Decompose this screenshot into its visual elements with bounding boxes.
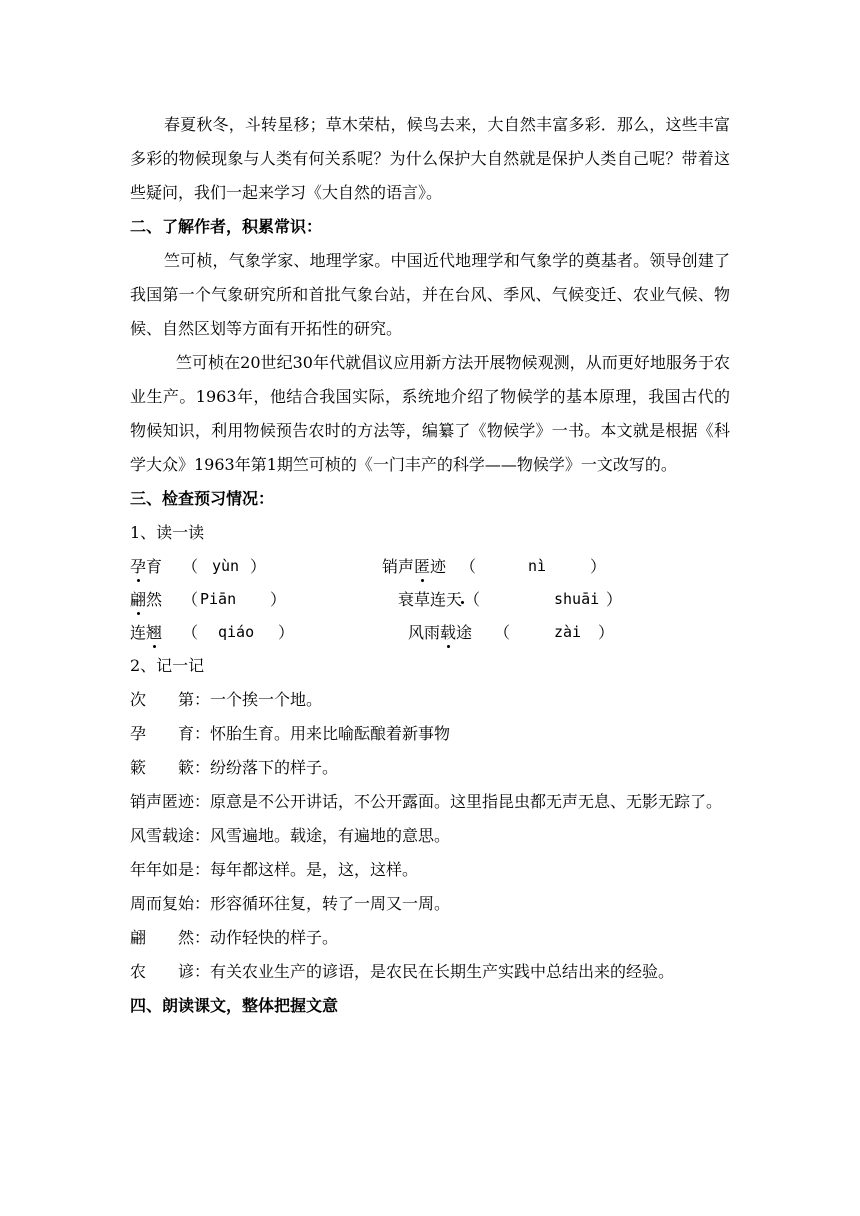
word-term: 风雨载途 [408, 616, 472, 649]
glossary-item: 翩 然：动作轻快的样子。 [130, 928, 339, 947]
glossary-item: 次 第：一个挨一个地。 [130, 690, 323, 709]
remember-title: 2、记一记 [130, 656, 205, 675]
read-title: 1、读一读 [130, 523, 205, 542]
emphasis-dot-char: 翘 [146, 616, 162, 649]
word-term: 衰草连天 [398, 590, 463, 609]
emphasis-dot-char: 载 [440, 616, 456, 649]
pronunciation-list [130, 550, 730, 649]
section-heading-preview: 三、检查预习情况： [130, 489, 275, 508]
author-paragraph-1: 竺可桢，气象学家、地理学家。中国近代地理学和气象学的奠基者。领导创建了我国第一个气象研究所和首批气象台站，并在台风、季风、气候变迁、农业气候、物候、自然区划等方面有开拓性的研究。 [130, 251, 730, 338]
pinyin-answer: nì [528, 557, 547, 575]
glossary-item: 销声匿迹：原意是不公开讲话，不公开露面。这里指昆虫都无声无息、无影无踪了。 [130, 792, 723, 811]
word-term: 销声匿迹 [382, 550, 446, 583]
glossary-item: 孕 育：怀胎生育。用来比喻酝酿着新事物 [130, 724, 451, 743]
pinyin-answer: yùn [212, 557, 240, 575]
pinyin-answer: shuāi [554, 590, 600, 608]
emphasis-dot-char: 翩 [130, 583, 146, 616]
pronunciation-row: 连翘 （ qiáo ） 风雨载途 （ zài ） [130, 616, 730, 649]
document-body [130, 108, 730, 1023]
pronunciation-row: 孕育 （ yùn ） 销声匿迹 （ nì ） [130, 550, 730, 583]
glossary-item: 簌 簌：纷纷落下的样子。 [130, 758, 339, 777]
glossary-item: 农 谚：有关农业生产的谚语，是农民在长期生产实践中总结出来的经验。 [130, 962, 675, 981]
pinyin-answer: Piān [200, 590, 237, 608]
glossary-item: 周而复始：形容循环往复，转了一周又一周。 [130, 894, 451, 913]
section-heading-author: 二、了解作者，积累常识： [130, 217, 323, 236]
pronunciation-row: 翩然 （ Piān ） 衰草连天 （ shuāi ） [130, 583, 730, 616]
word-term: 孕育 [130, 550, 162, 583]
emphasis-dot-char: 匿 [414, 550, 430, 583]
glossary-item: 风雪载途：风雪遍地。载途，有遍地的意思。 [130, 826, 451, 845]
glossary-item: 年年如是：每年都这样。是，这，这样。 [130, 860, 419, 879]
pinyin-answer: zài [554, 623, 582, 641]
word-term: 翩然 [130, 583, 162, 616]
glossary-list [130, 683, 730, 989]
section-heading-reading: 四、朗读课文，整体把握文意 [130, 996, 339, 1015]
author-paragraph-2: 竺可桢在20世纪30年代就倡议应用新方法开展物候观测，从而更好地服务于农业生产。1963年，他结合我国实际，系统地介绍了物候学的基本原理，我国古代的物候知识，利用物候预告农时的方法等，编纂了《物候学》一书。本文就是根据《科学大众》1963年第1期竺可桢的《一门丰产的科学——物候学》一文改写的。 [130, 353, 730, 474]
pinyin-answer: qiáo [218, 623, 255, 641]
emphasis-dot-char: 孕 [130, 550, 146, 583]
word-term: 连翘 [130, 616, 162, 649]
intro-paragraph: 春夏秋冬，斗转星移；草木荣枯，候鸟去来，大自然丰富多彩．那么，这些丰富多彩的物候现象与人类有何关系呢？为什么保护大自然就是保护人类自己呢？带着这些疑问，我们一起来学习《大自然的语言》。 [130, 115, 730, 202]
